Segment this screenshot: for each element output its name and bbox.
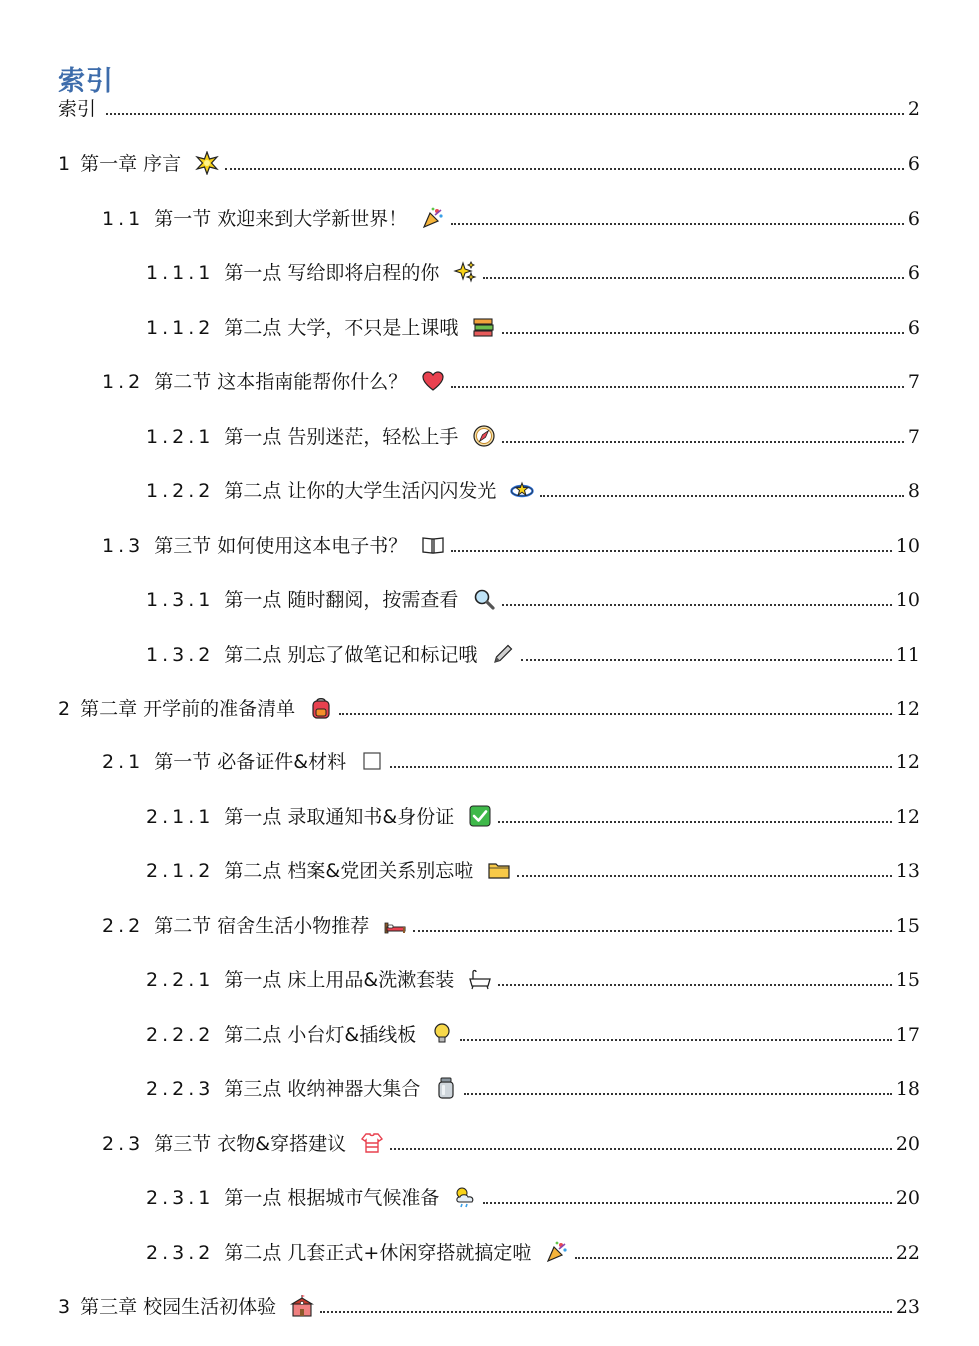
toc-entry-page: 12	[895, 698, 920, 720]
toc-entry-number: 2.2	[102, 915, 145, 937]
toc-entry[interactable]	[146, 472, 920, 504]
toc-entry-title: 第一节 欢迎来到大学新世界！	[154, 208, 408, 230]
backpack-icon	[309, 696, 333, 720]
toc-entry-number: 2.2.2	[146, 1024, 215, 1046]
page-title: 索引	[58, 66, 114, 97]
toc-entry-number: 2.2.3	[146, 1078, 215, 1100]
dot-leader	[225, 168, 904, 170]
toc-entry[interactable]	[146, 1016, 920, 1048]
toc-entry-page: 7	[907, 426, 920, 448]
toc-entry[interactable]	[146, 309, 920, 341]
toc-entry[interactable]	[146, 798, 920, 830]
toc-entry-title: 第二点 小台灯&插线板	[224, 1024, 417, 1046]
toc-entry-title: 第二点 档案&党团关系别忘啦	[224, 860, 474, 882]
toc-entry-title: 第二点 几套正式+休闲穿搭就搞定啦	[224, 1242, 532, 1264]
toc-entry-title: 第三章 校园生活初体验	[80, 1296, 277, 1318]
dot-leader	[390, 766, 892, 768]
toc-entry-page: 6	[907, 208, 920, 230]
toc-entry-title: 第二节 宿舍生活小物推荐	[154, 915, 370, 937]
toc-entry-page: 13	[895, 860, 920, 882]
pencil-icon	[491, 642, 515, 666]
dot-leader	[451, 550, 892, 552]
toc-entry[interactable]	[102, 200, 920, 232]
toc-entry-page: 12	[895, 751, 920, 773]
toc-entry-page: 15	[895, 915, 920, 937]
toc-entry-number: 2.3	[102, 1133, 145, 1155]
toc-entry-page: 7	[907, 371, 920, 393]
toc-entry-title: 第二点 大学，不只是上课哦	[224, 317, 459, 339]
toc-entry-title: 第二点 让你的大学生活闪闪发光	[224, 480, 497, 502]
toc-entry-title: 第一点 随时翻阅，按需查看	[224, 589, 459, 611]
toc-entry-number: 2.1.1	[146, 806, 215, 828]
dot-leader	[575, 1257, 891, 1259]
dot-leader	[540, 495, 904, 497]
toc-entry[interactable]	[146, 581, 920, 613]
toc-entry-number: 1	[58, 153, 71, 175]
toc-entry-title: 第一点 写给即将启程的你	[224, 262, 440, 284]
toc-entry[interactable]	[58, 1288, 920, 1320]
toc-entry-title: 第三节 如何使用这本电子书？	[154, 535, 408, 557]
toc-entry-page: 11	[895, 644, 920, 666]
toc-entry-page: 17	[895, 1024, 920, 1046]
dot-leader	[502, 441, 904, 443]
dot-leader	[390, 1148, 892, 1150]
toc-entry-title: 第一点 录取通知书&身份证	[224, 806, 455, 828]
compass-icon	[472, 424, 496, 448]
dot-leader	[339, 713, 892, 715]
toc-entry[interactable]	[146, 961, 920, 993]
dot-leader	[451, 386, 904, 388]
magnifier-icon	[472, 587, 496, 611]
toc-entry-title: 索引	[58, 98, 97, 120]
toc-entry[interactable]	[58, 145, 920, 177]
toc-entry[interactable]	[146, 852, 920, 884]
shirt-jeans-icon	[360, 1131, 384, 1155]
toc-entry-title: 第一点 根据城市气候准备	[224, 1187, 440, 1209]
toc-entry-page: 6	[907, 317, 920, 339]
toc-entry-number: 1.3.2	[146, 644, 215, 666]
toc-entry-page: 20	[895, 1133, 920, 1155]
toc-entry-number: 2.1.2	[146, 860, 215, 882]
dizzy-star-icon	[510, 478, 534, 502]
toc-entry-page: 15	[895, 969, 920, 991]
dot-leader	[451, 223, 904, 225]
toc-entry-page: 6	[907, 262, 920, 284]
toc-entry-number: 1.1.2	[146, 317, 215, 339]
sparkle-burst-icon	[195, 151, 219, 175]
toc-entry[interactable]	[58, 90, 920, 122]
bed-icon	[383, 913, 407, 937]
toc-entry-page: 23	[895, 1296, 920, 1318]
toc-entry[interactable]	[146, 1234, 920, 1266]
toc-entry-number: 1.2.1	[146, 426, 215, 448]
toc-entry-title: 第一章 序言	[80, 153, 182, 175]
toc-entry-number: 1.2.2	[146, 480, 215, 502]
dot-leader	[464, 1093, 891, 1095]
toc-entry[interactable]	[146, 254, 920, 286]
toc-entry-number: 2.1	[102, 751, 145, 773]
toc-entry-page: 10	[895, 535, 920, 557]
bulb-plug-icon	[430, 1022, 454, 1046]
toc-entry-number: 2.3.1	[146, 1187, 215, 1209]
toc-entry[interactable]	[146, 1070, 920, 1102]
toc-entry-title: 第二章 开学前的准备清单	[80, 698, 296, 720]
toc-entry-number: 1.1	[102, 208, 145, 230]
open-book-icon	[421, 533, 445, 557]
toc-entry-number: 2	[58, 698, 71, 720]
toc-entry[interactable]	[146, 1179, 920, 1211]
school-icon	[290, 1294, 314, 1318]
sparkles-icon	[453, 260, 477, 284]
toc-entry-number: 1.1.1	[146, 262, 215, 284]
toc-entry-page: 20	[895, 1187, 920, 1209]
toc-entry-title: 第三点 收纳神器大集合	[224, 1078, 421, 1100]
folder-icon	[487, 858, 511, 882]
check-mark-icon	[468, 804, 492, 828]
heart-icon	[421, 369, 445, 393]
books-arrow-rocket-icon	[472, 315, 496, 339]
dot-leader	[502, 604, 891, 606]
toc-entry-title: 第一点 告别迷茫，轻松上手	[224, 426, 459, 448]
toc-entry-number: 1.2	[102, 371, 145, 393]
toc-entry-page: 10	[895, 589, 920, 611]
toc-entry[interactable]	[102, 363, 920, 395]
toc-entry-page: 8	[907, 480, 920, 502]
toc-entry-title: 第一点 床上用品&洗漱套装	[224, 969, 455, 991]
dot-leader	[320, 1311, 892, 1313]
storage-jar-icon	[434, 1076, 458, 1100]
empty-box-icon	[360, 749, 384, 773]
dot-leader	[517, 875, 892, 877]
party-popper-icon	[421, 206, 445, 230]
toc-entry[interactable]	[102, 743, 920, 775]
toc-entry-page: 22	[895, 1242, 920, 1264]
dot-leader	[460, 1039, 892, 1041]
dot-leader	[106, 113, 904, 115]
toc-entry-title: 第三节 衣物&穿搭建议	[154, 1133, 347, 1155]
toc-entry[interactable]	[146, 636, 920, 668]
toc-entry-number: 3	[58, 1296, 71, 1318]
dot-leader	[521, 659, 891, 661]
party-popper-icon	[545, 1240, 569, 1264]
toc-entry-number: 1.3.1	[146, 589, 215, 611]
dot-leader	[502, 332, 904, 334]
toc-entry-number: 2.2.1	[146, 969, 215, 991]
dot-leader	[498, 984, 892, 986]
toc-entry-page: 6	[907, 153, 920, 175]
dot-leader	[498, 821, 892, 823]
toc-entry-page: 2	[907, 98, 920, 120]
toc-entry[interactable]	[102, 527, 920, 559]
toc-entry[interactable]	[58, 690, 920, 722]
toc-entry-title: 第二点 别忘了做笔记和标记哦	[224, 644, 478, 666]
sun-cloud-rain-icon	[453, 1185, 477, 1209]
toc-entry[interactable]	[146, 418, 920, 450]
toc-entry-number: 2.3.2	[146, 1242, 215, 1264]
toc-entry[interactable]	[102, 907, 920, 939]
toc-entry-page: 12	[895, 806, 920, 828]
toc-entry-page: 18	[895, 1078, 920, 1100]
toc-entry[interactable]	[102, 1125, 920, 1157]
toc-entry-title: 第二节 这本指南能帮你什么？	[154, 371, 408, 393]
dot-leader	[483, 277, 904, 279]
dot-leader	[413, 930, 892, 932]
toc-entry-title: 第一节 必备证件&材料	[154, 751, 347, 773]
dot-leader	[483, 1202, 891, 1204]
bathtub-icon	[468, 967, 492, 991]
toc-entry-number: 1.3	[102, 535, 145, 557]
